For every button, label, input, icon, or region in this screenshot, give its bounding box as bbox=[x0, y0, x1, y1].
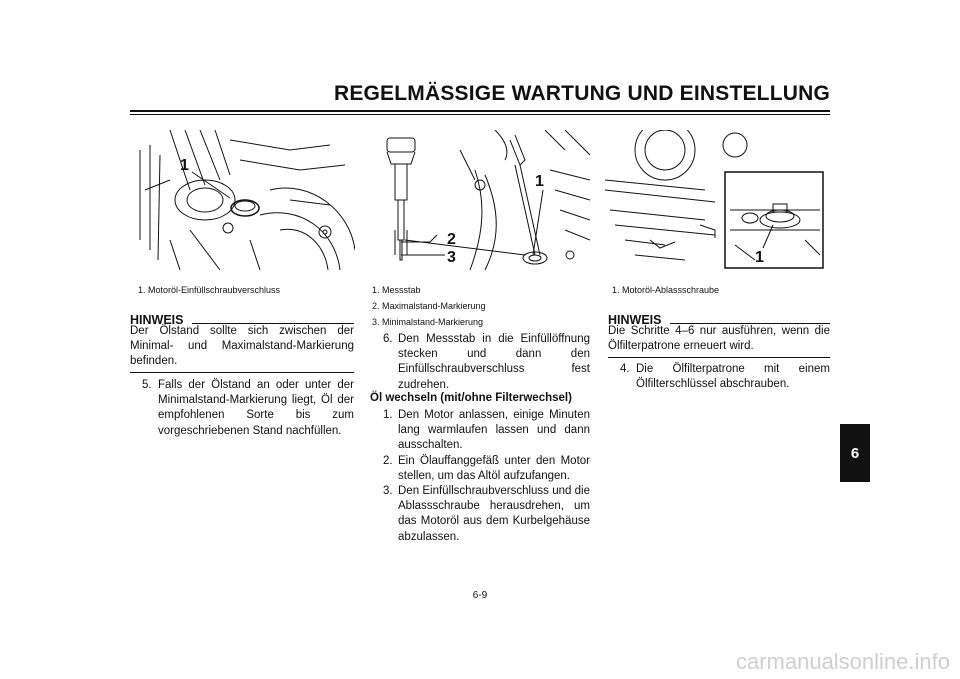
header-rule-thin bbox=[130, 114, 830, 115]
caption-left: 1. Motoröl-Einfüllschraubverschluss bbox=[138, 285, 281, 295]
figure-oil-filler-cap bbox=[130, 130, 355, 270]
step-text: Den Einfüllschraubverschluss und die Ablassschraube herausdrehen, um das Motoröl aus dem Kurbelgehäuse abzulassen. bbox=[398, 485, 590, 543]
hinweis-rule-bottom bbox=[130, 372, 354, 373]
step-number: 2. bbox=[383, 455, 393, 467]
step-text: Die Ölfilterpatrone mit einem Ölfilterschlüssel abschrauben. bbox=[636, 363, 830, 391]
callout-1: 1 bbox=[535, 173, 544, 190]
header-rule bbox=[130, 110, 830, 112]
step-number: 5. bbox=[142, 379, 152, 391]
hinweis-heading: HINWEIS bbox=[130, 313, 184, 327]
callout-1: 1 bbox=[180, 157, 189, 174]
step-text: Falls der Ölstand an oder unter der Minimalstand-Markierung liegt, Öl der empfohlenen Sorte bis zum vorgeschriebenen Stand nachfüllen. bbox=[158, 379, 354, 437]
step-text: Ein Ölauffanggefäß unter den Motor stellen, um das Altöl aufzufangen. bbox=[398, 455, 590, 483]
caption-middle-3: 3. Minimalstand-Markierung bbox=[372, 317, 484, 327]
hinweis-heading: HINWEIS bbox=[608, 313, 662, 327]
step-number: 4. bbox=[620, 363, 630, 375]
watermark: carmanualsonline.info bbox=[735, 649, 950, 674]
step-number: 1. bbox=[383, 409, 393, 421]
step-number: 3. bbox=[383, 485, 393, 497]
caption-middle-2: 2. Maximalstand-Markierung bbox=[372, 301, 486, 311]
step-text: Den Motor anlassen, einige Minuten lang warmlaufen lassen und dann ausschalten. bbox=[398, 409, 590, 452]
callout-3: 3 bbox=[447, 249, 456, 266]
figure-dipstick bbox=[365, 130, 590, 270]
hinweis-text: Der Ölstand sollte sich zwischen der Minimal- und Maximalstand-Markierung befinden. bbox=[130, 325, 354, 368]
hinweis-rule-bottom bbox=[608, 357, 830, 358]
page-title: REGELMÄSSIGE WARTUNG UND EINSTELLUNG bbox=[333, 82, 830, 105]
callout-2: 2 bbox=[447, 231, 456, 248]
caption-middle-1: 1. Messstab bbox=[372, 285, 421, 295]
hinweis-text: Die Schritte 4–6 nur ausführen, wenn die Ölfilterpatrone erneuert wird. bbox=[608, 325, 830, 353]
step-number: 6. bbox=[383, 333, 393, 345]
section-heading: Öl wechseln (mit/ohne Filterwechsel) bbox=[370, 392, 572, 404]
figure-oil-drain-bolt bbox=[605, 130, 830, 270]
chapter-tab: 6 bbox=[840, 424, 870, 482]
caption-right: 1. Motoröl-Ablassschraube bbox=[612, 285, 720, 295]
callout-1: 1 bbox=[755, 249, 764, 266]
step-text: Den Messstab in die Einfüllöffnung stecken und dann den Einfüllschraubverschluss fest zudrehen. bbox=[398, 333, 590, 391]
page-number: 6-9 bbox=[472, 590, 488, 601]
